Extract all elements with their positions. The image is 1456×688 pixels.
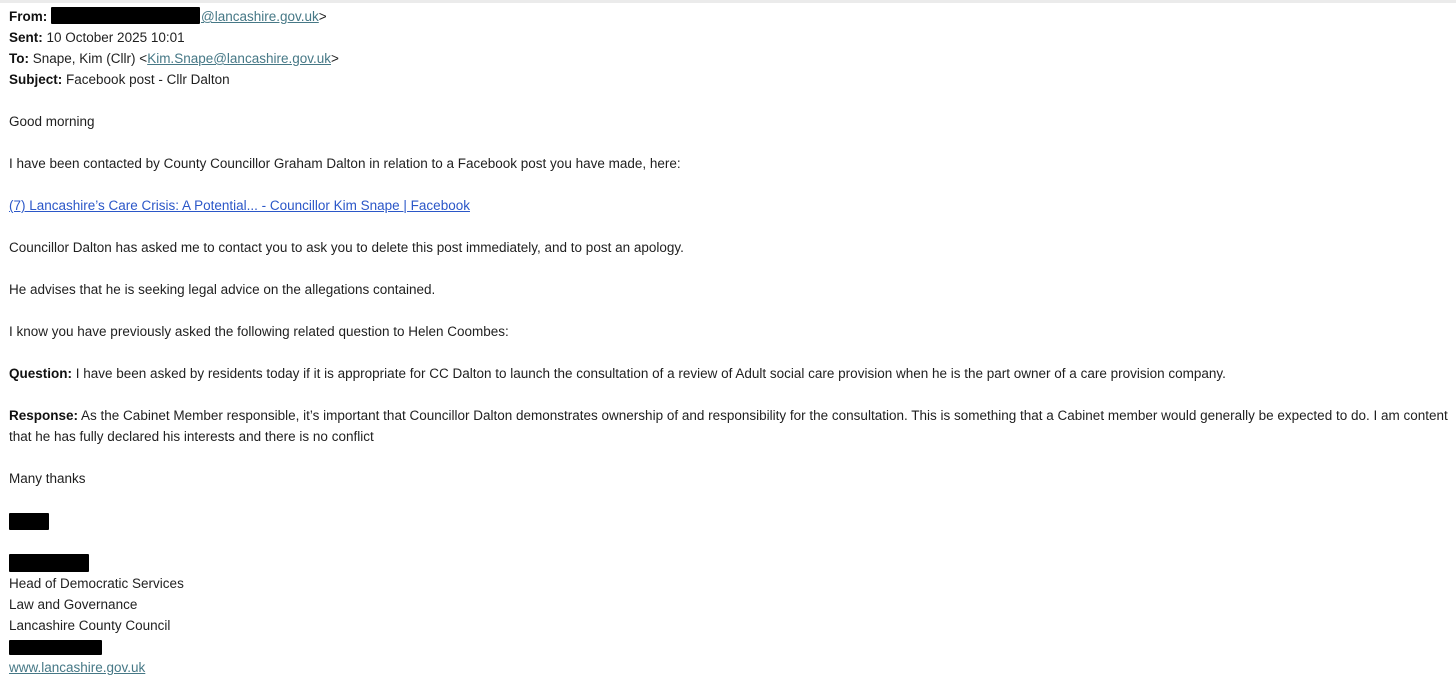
question-label: Question: xyxy=(9,366,72,381)
signature-department: Law and Governance xyxy=(9,597,138,612)
to-label: To: xyxy=(9,51,29,66)
to-email-link[interactable]: Kim.Snape@lancashire.gov.uk xyxy=(147,51,331,66)
closing: Many thanks xyxy=(9,471,86,486)
sent-line xyxy=(9,27,1448,48)
email-body xyxy=(9,111,1448,678)
spacer xyxy=(9,531,1448,552)
paragraph-legal: He advises that he is seeking legal advice on the allegations contained. xyxy=(9,282,436,297)
sent-label: Sent: xyxy=(9,30,43,45)
from-label: From: xyxy=(9,9,48,24)
redacted-signature-name xyxy=(9,554,89,572)
signature-name-line xyxy=(9,552,1448,573)
question-paragraph xyxy=(9,363,1448,384)
to-line xyxy=(9,48,1448,69)
signature-block xyxy=(9,510,1448,678)
facebook-link-line xyxy=(9,195,1448,216)
signoff-line xyxy=(9,510,1448,531)
email-header xyxy=(9,6,1448,90)
signature-organisation: Lancashire County Council xyxy=(9,618,171,633)
website-link[interactable]: www.lancashire.gov.uk xyxy=(9,660,146,675)
redacted-sender-name xyxy=(51,7,200,24)
subject-line xyxy=(9,69,1448,90)
from-email-link[interactable]: @lancashire.gov.uk xyxy=(201,9,319,24)
sent-value: 10 October 2025 10:01 xyxy=(46,30,185,45)
from-suffix: > xyxy=(318,9,327,24)
question-text: I have been asked by residents today if it is appropriate for CC Dalton to launch the consultation of a review of Adult social care provision when he is the part owner of a care provision company. xyxy=(72,366,1226,381)
signature-role: Head of Democratic Services xyxy=(9,576,184,591)
response-label: Response: xyxy=(9,408,79,423)
redacted-phone-number xyxy=(9,640,102,655)
signature-phone-line xyxy=(9,636,1448,657)
from-line xyxy=(9,6,1448,27)
email-message xyxy=(0,3,1456,678)
to-name: Snape, Kim (Cllr) < xyxy=(32,51,148,66)
paragraph-request: Councillor Dalton has asked me to contact you to ask you to delete this post immediately, and to post an apology. xyxy=(9,240,684,255)
signature-website-line xyxy=(9,657,1448,678)
to-suffix: > xyxy=(331,51,339,66)
response-paragraph xyxy=(9,405,1448,447)
greeting: Good morning xyxy=(9,114,95,129)
paragraph-previous-question: I know you have previously asked the following related question to Helen Coombes: xyxy=(9,324,509,339)
facebook-post-link[interactable]: (7) Lancashire’s Care Crisis: A Potential... - Councillor Kim Snape | Facebook xyxy=(9,198,470,213)
subject-label: Subject: xyxy=(9,72,63,87)
redacted-signoff-name xyxy=(9,513,49,530)
response-text: As the Cabinet Member responsible, it’s important that Councillor Dalton demonstrates ownership of and responsibility for the consultation. This is something that a Cabinet member would generally be expected to do. I am content that he has fully declared his interests and there is no conflict xyxy=(9,408,1448,444)
paragraph-intro: I have been contacted by County Councillor Graham Dalton in relation to a Facebook post you have made, here: xyxy=(9,156,681,171)
subject-value: Facebook post - Cllr Dalton xyxy=(66,72,230,87)
